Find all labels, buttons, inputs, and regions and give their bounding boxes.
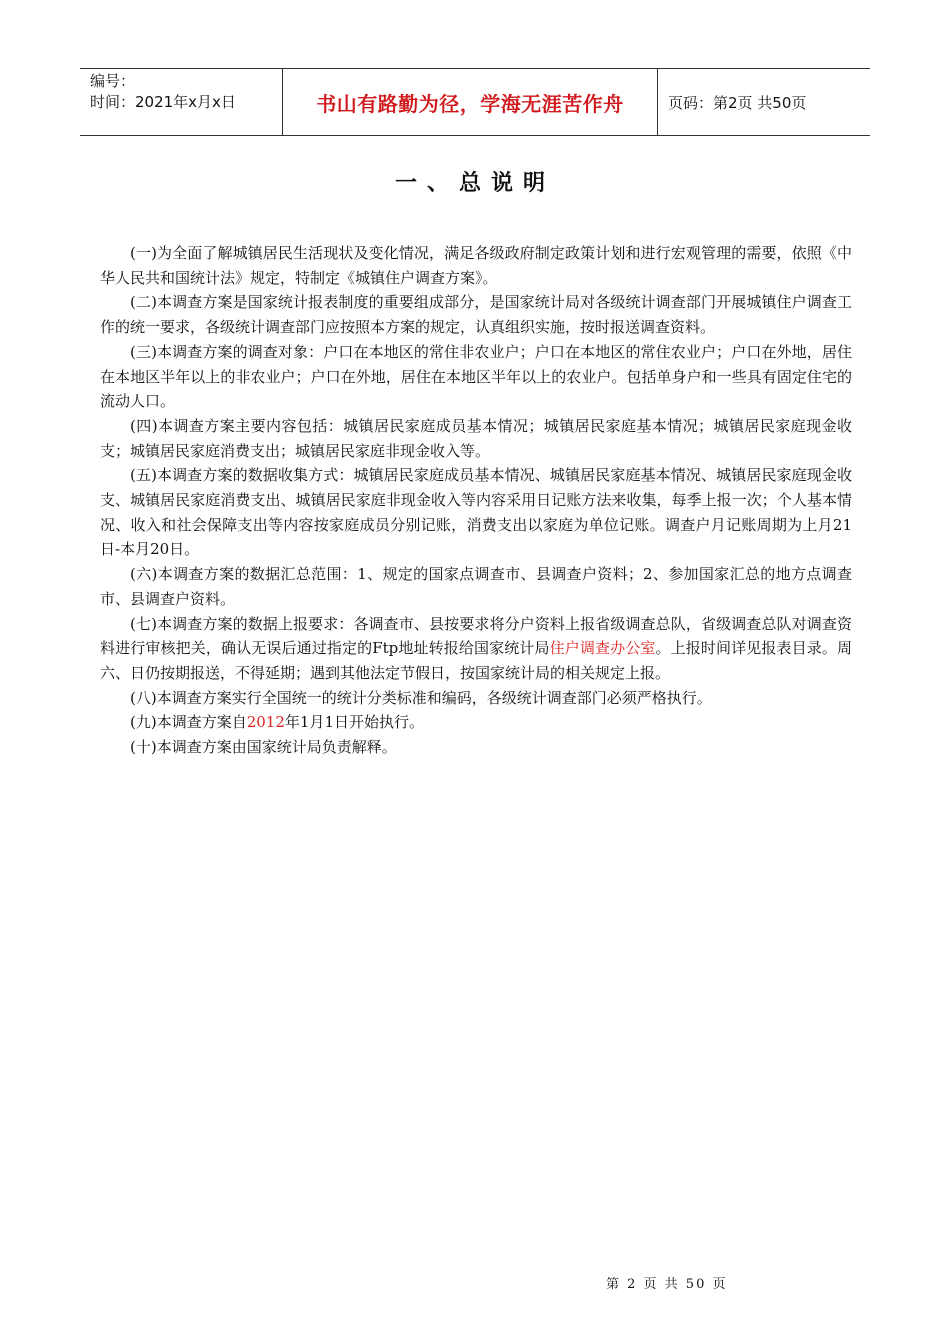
page-header xyxy=(80,68,870,136)
page-footer: 第 2 页 共 50 页 xyxy=(606,1277,728,1292)
paragraph-1: (一)为全面了解城镇居民生活现状及变化情况，满足各级政府制定政策计划和进行宏观管理的需要，依照《中华人民共和国统计法》规定，特制定《城镇住户调查方案》。 xyxy=(100,244,852,287)
paragraph-10: (十)本调查方案由国家统计局负责解释。 xyxy=(130,738,397,757)
paragraph-2: (二)本调查方案是国家统计报表制度的重要组成部分，是国家统计局对各级统计调查部门开展城镇住户调查工作的统一要求，各级统计调查部门应按照本方案的规定，认真组织实施，按时报送调查资料。 xyxy=(100,293,852,337)
paragraph-3: (三)本调查方案的调查对象：户口在本地区的常住非农业户；户口在本地区的常住农业户；户口在外地，居住在本地区半年以上的非农业户；户口在外地，居住在本地区半年以上的农业户。包括单身户和一些具有固定住宅的流动人口。 xyxy=(100,342,852,411)
paragraph-9-rest: 年1月1日开始执行。 xyxy=(284,713,424,732)
header-motto: 书山有路勤为径，学海无涯苦作舟 xyxy=(282,69,658,135)
paragraph-9-text: (九)本调查方案自 xyxy=(130,713,247,732)
header-meta xyxy=(80,69,282,135)
section-title: 一、总说明 xyxy=(394,171,555,196)
document-date: 时间：2021年x月x日 xyxy=(90,93,236,111)
paragraph-4: (四)本调查方案主要内容包括：城镇居民家庭成员基本情况；城镇居民家庭基本情况；城镇居民家庭现金收支；城镇居民家庭消费支出；城镇居民家庭非现金收入等。 xyxy=(100,416,852,460)
document-body xyxy=(100,241,852,760)
document-number: 编号： xyxy=(90,72,136,90)
header-page-code: 页码：第2页 共50页 xyxy=(668,93,807,112)
paragraph-8: (八)本调查方案实行全国统一的统计分类标准和编码，各级统计调查部门必须严格执行。 xyxy=(130,688,712,707)
paragraph-9 xyxy=(100,710,852,735)
paragraph-6: (六)本调查方案的数据汇总范围：1、规定的国家点调查市、县调查户资料；2、参加国家汇总的地方点调查市、县调查户资料。 xyxy=(100,565,852,608)
paragraph-7-rest: 。上报时间详见报表目录。周六、日仍按期报送，不得延期；遇到其他法定节假日，按国家统计局的相关规定上报。 xyxy=(100,639,852,682)
highlight-office: 住户调查办公室 xyxy=(549,639,656,658)
paragraph-7-text: (七)本调查方案的数据上报要求：各调查市、县按要求将分户资料上报省级调查总队，省级调查总队对调查资料进行审核把关，确认无误后通过指定的Ftp地址转报给国家统计局 xyxy=(100,614,852,658)
paragraph-5: (五)本调查方案的数据收集方式：城镇居民家庭成员基本情况、城镇居民家庭基本情况、城镇居民家庭现金收支、城镇居民家庭消费支出、城镇居民家庭非现金收入等内容采用日记账方法来收集，每季上报一次；个人基本情况、收入和社会保障支出等内容按家庭成员分别记账，消费支出以家庭为单位记账。调查户月记账周期为上月21日-本月20日。 xyxy=(100,466,852,559)
highlight-year: 2012 xyxy=(246,713,285,732)
paragraph-7 xyxy=(100,612,852,686)
